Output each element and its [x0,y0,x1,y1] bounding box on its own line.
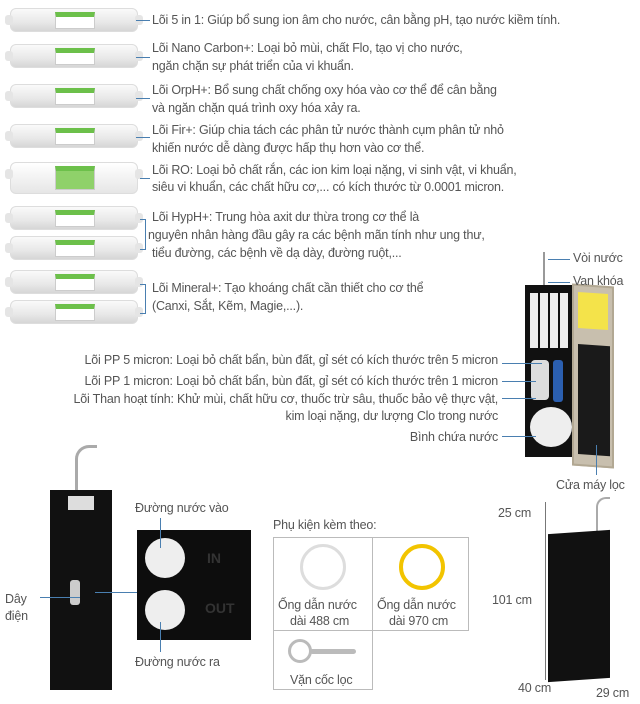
filter-hyph-2 [10,236,138,260]
accessory-wrench [273,630,373,690]
label-faucet: Vòi nước [573,251,623,265]
machine-back [50,490,112,690]
filter-desc: Lõi Mineral+: Tạo khoáng chất cần thiết cho cơ thể [152,281,424,295]
filter-desc: Lõi Nano Carbon+: Loại bỏ mùi, chất Flo, tạo vị cho nước, [152,41,463,55]
accessory-label: Ống dẫn nước [278,598,357,612]
accessory-label: dài 970 cm [389,614,449,628]
accessory-hose-488 [273,537,373,631]
filter-ro [10,162,138,194]
label-valve: Van khóa [573,274,624,288]
accessory-hose-970 [372,537,469,631]
filter-desc: Lõi HypH+: Trung hòa axit dư thừa trong cơ thể là [152,210,420,224]
filter-desc: tiểu đường, các bệnh về dạ dày, đường ruột,... [152,246,402,260]
pre-filter-desc: Lõi Than hoạt tính: Khử mùi, chất hữu cơ, thuốc trừ sâu, thuốc bảo vệ thực vật, [73,392,498,406]
machine-door [572,284,614,469]
filter-nano-carbon [10,44,138,68]
dim-height: 101 cm [492,593,532,607]
machine-dimensions [548,530,610,682]
out-mark: OUT [205,600,235,616]
dim-top: 25 cm [498,506,532,520]
dim-width: 29 cm [596,686,630,700]
pre-filter-desc: kim loại nặng, dư lượng Clo trong nước [285,409,498,423]
filter-5in1 [10,8,138,32]
filter-mineral-2 [10,300,138,324]
pre-filter-desc: Lõi PP 1 micron: Loại bỏ chất bẩn, bùn đất, gỉ sét có kích thước trên 1 micron [84,374,498,388]
filter-desc: nguyên nhân hàng đầu gây ra các bệnh mãn tính như ung thư, [148,228,485,242]
filter-desc: siêu vi khuẩn, các chất hữu cơ,... có kích thước từ 0.0001 micron. [152,180,505,194]
filter-desc: và ngăn chặn quá trình oxy hóa xảy ra. [152,101,361,115]
accessory-label: Ống dẫn nước [377,598,456,612]
filter-desc: khiến nước dễ dàng được hấp thụ hơn vào cơ thể. [152,141,425,155]
label-inlet: Đường nước vào [135,501,229,515]
label-outlet: Đường nước ra [135,655,220,669]
label-power-1: Dây [5,592,27,606]
label-power-2: điện [5,609,28,623]
filter-desc: Lõi RO: Loại bỏ chất rắn, các ion kim loại nặng, vi sinh vật, vi khuẩn, [152,163,517,177]
filter-desc: ngăn chặn sự phát triển của vi khuẩn. [152,59,354,73]
accessory-label: dài 488 cm [290,614,350,628]
filter-mineral-1 [10,270,138,294]
in-mark: IN [207,550,221,566]
accessory-label: Vặn cốc lọc [290,673,353,687]
filter-desc: Lõi OrpH+: Bổ sung chất chống oxy hóa vào cơ thể để cân bằng [152,83,497,97]
inlet-photo [137,530,251,640]
filter-desc: Lõi Fir+: Giúp chia tách các phân tử nước thành cụm phân tử nhỏ [152,123,504,137]
filter-desc: (Canxi, Sắt, Kẽm, Magie,...). [152,299,304,313]
dim-depth: 40 cm [518,681,552,695]
filter-orph [10,84,138,108]
filter-hyph-1 [10,206,138,230]
label-tank: Bình chứa nước [409,430,498,444]
filter-desc: Lõi 5 in 1: Giúp bổ sung ion âm cho nước, cân bằng pH, tạo nước kiềm tính. [152,13,561,27]
accessories-title: Phụ kiện kèm theo: [273,518,377,532]
pre-filter-desc: Lõi PP 5 micron: Loại bỏ chất bẩn, bùn đất, gỉ sét có kích thước trên 5 micron [84,353,498,367]
filter-fir [10,124,138,148]
label-door: Cửa máy lọc [556,478,625,492]
